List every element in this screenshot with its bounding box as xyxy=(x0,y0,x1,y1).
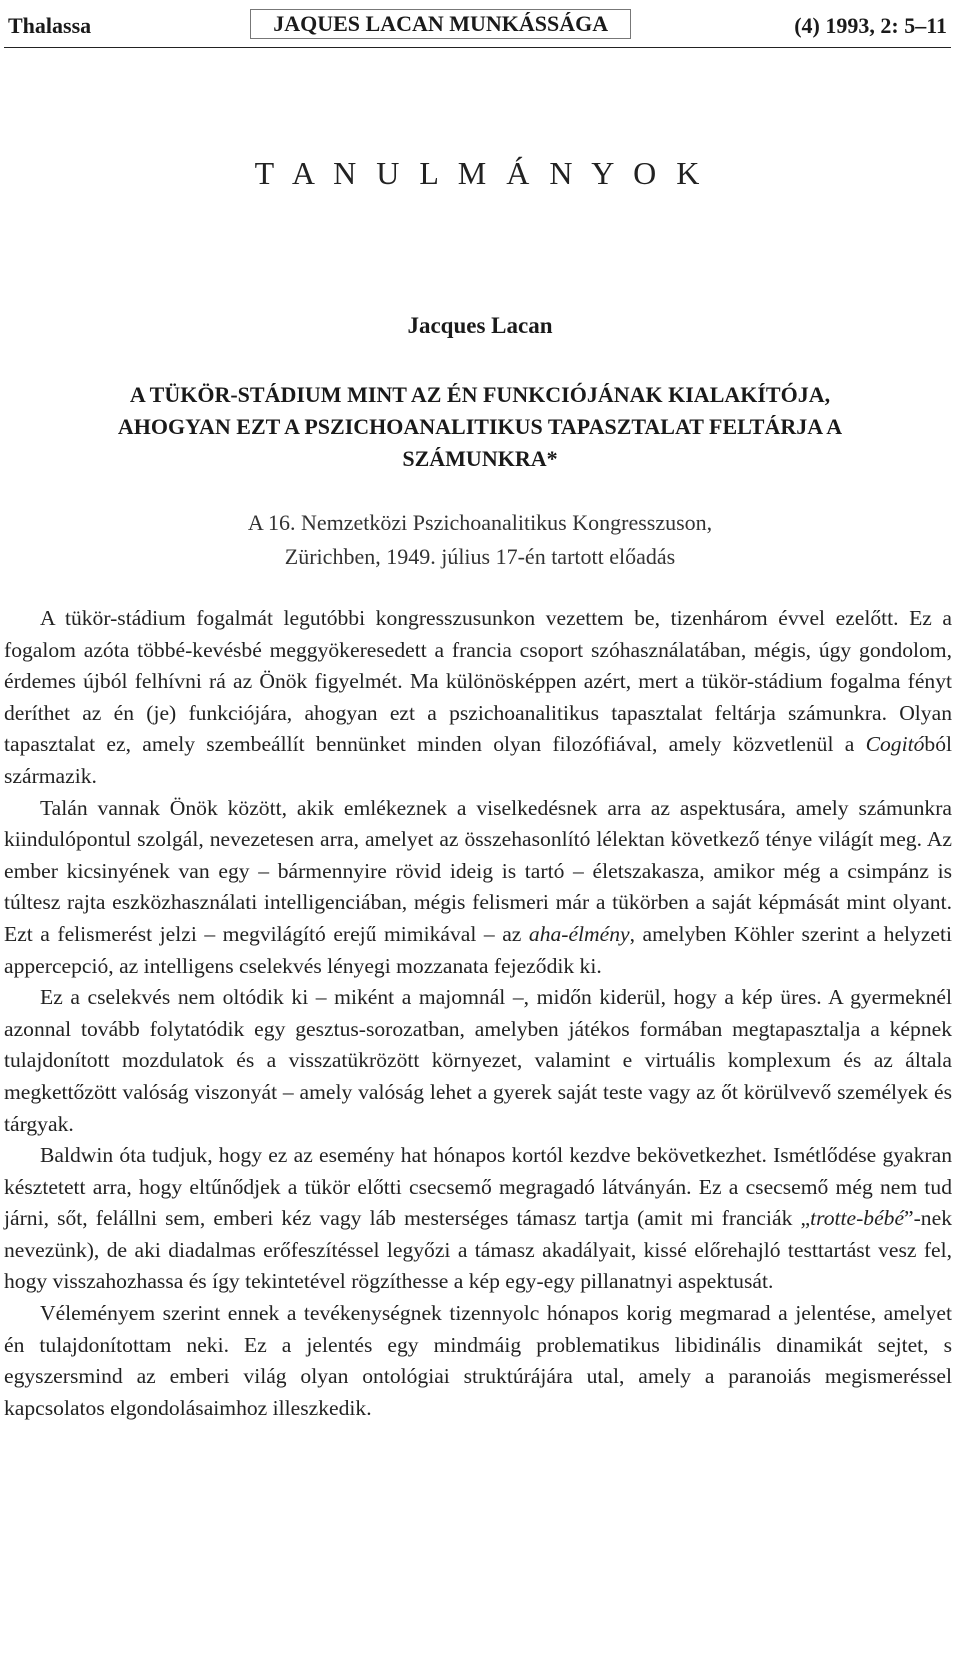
series-title-box: JAQUES LACAN MUNKÁSSÁGA xyxy=(250,9,631,39)
body-paragraph: A tükör-stádium fogalmát legutóbbi kongresszusunkon vezettem be, tizenhárom évvel ezelőtt. Ez a fogalom azóta többé-kevésbé meggyökeresedett a francia csoport szóhasználatában, mégis, úgy gondolom, érdemes újból felhívni rá az Önök figyelmét. Ma különösképpen azért, mert a tükör-stádium fogalma fényt deríthet az én (je) funkciójára, ahogyan ezt a pszichoanalitikus tapasztalat feltárja számunkra. Olyan tapasztalat ez, amely szembeállít bennünket minden olyan filozófiával, amely közvetlenül a Cogitóból származik. xyxy=(4,606,952,788)
article-title-line: SZÁMUNKRA* xyxy=(402,446,558,471)
lecture-note xyxy=(0,506,960,574)
body-paragraph: Talán vannak Önök között, akik emlékeznek a viselkedésnek arra az aspektusára, amely számunkra kiindulópontul szolgál, nevezetesen arra, amelyet az összehasonlító lélektan következő ténye világít meg. Az ember kicsinyének van egy – bármennyire rövid ideig is tartó – életszakasza, amikor még a csimpánz is túltesz rajta eszközhasználati intelligenciában, mégis felismeri már a tükörben a saját képmását mint olyant. Ezt a felismerést jelzi – megvilágító erejű mimikával – az aha-élmény, amelyben Köhler szerint a helyzeti appercepció, az intelligens cselekvés lényegi mozzanata fejeződik ki. xyxy=(4,795,953,978)
body-paragraph: Baldwin óta tudjuk, hogy ez az esemény hat hónapos kortól kezdve bekövetkezhet. Ismétlődése gyakran késztetett arra, hogy eltűnődjek a tükör előtti csecsemő megragadó látványán. Ez a csecsemő még nem tud járni, sőt, felállni sem, emberi kéz vagy láb mesterséges támasz tartja (amit mi franciák „trotte-bébé”-nek nevezünk), de aki diadalmas erőfeszítéssel legyőzi a támasz akadályait, kissé előrehajló testtartást vesz fel, hogy visszahozhassa és így tekintetével rögzíthesse a kép egy-egy pillanatnyi aspektusát. xyxy=(4,1143,952,1294)
article-title-line: A TÜKÖR-STÁDIUM MINT AZ ÉN FUNKCIÓJÁNAK KIALAKÍTÓJA, xyxy=(129,382,831,407)
section-title: T A N U L M Á N Y O K xyxy=(254,155,706,191)
lecture-note-line: A 16. Nemzetközi Pszichoanalitikus Kongresszuson, xyxy=(247,510,713,535)
article-title-line: AHOGYAN EZT A PSZICHOANALITIKUS TAPASZTALAT FELTÁRJA A xyxy=(117,414,843,439)
emphasis: trotte-bébé xyxy=(810,1206,905,1231)
body-paragraph: Ez a cselekvés nem oltódik ki – miként a majomnál –, midőn kiderül, hogy a kép üres. A gyermeknél azonnal tovább folytatódik egy gesztus-sorozatban, amelyben játékos formában megtapasztalja a képnek tulajdonított mozdulatok és a visszatükrözött környezet, valamint e virtuális komplexum és az általa megkettőzött valóság viszonyát – amely valóság lehet a gyerek saját teste vagy az őt körülvevő személyek és tárgyak. xyxy=(4,985,952,1136)
article-title xyxy=(30,379,930,475)
article-body xyxy=(4,603,952,1424)
journal-name: Thalassa xyxy=(8,13,92,38)
body-paragraph: Véleményem szerint ennek a tevékenységnek tizennyolc hónapos korig megmarad a jelentése, amelyet én tulajdonítottam neki. Ez a jelentés egy mindmáig problematikus libidinális dinamikát sejtet, s egyszersmind az emberi világ olyan ontológiai struktúrájára utal, amely a paranoiás megismeréssel kapcsolatos elgondolásaimhoz illeszkedik. xyxy=(4,1301,952,1420)
running-head xyxy=(4,5,951,48)
emphasis: Cogitó xyxy=(865,732,925,757)
emphasis: aha-élmény xyxy=(528,921,630,946)
lecture-note-line: Zürichben, 1949. július 17-én tartott előadás xyxy=(284,544,676,569)
author-name: Jacques Lacan xyxy=(407,313,553,338)
issue-info: (4) 1993, 2: 5–11 xyxy=(794,13,947,38)
